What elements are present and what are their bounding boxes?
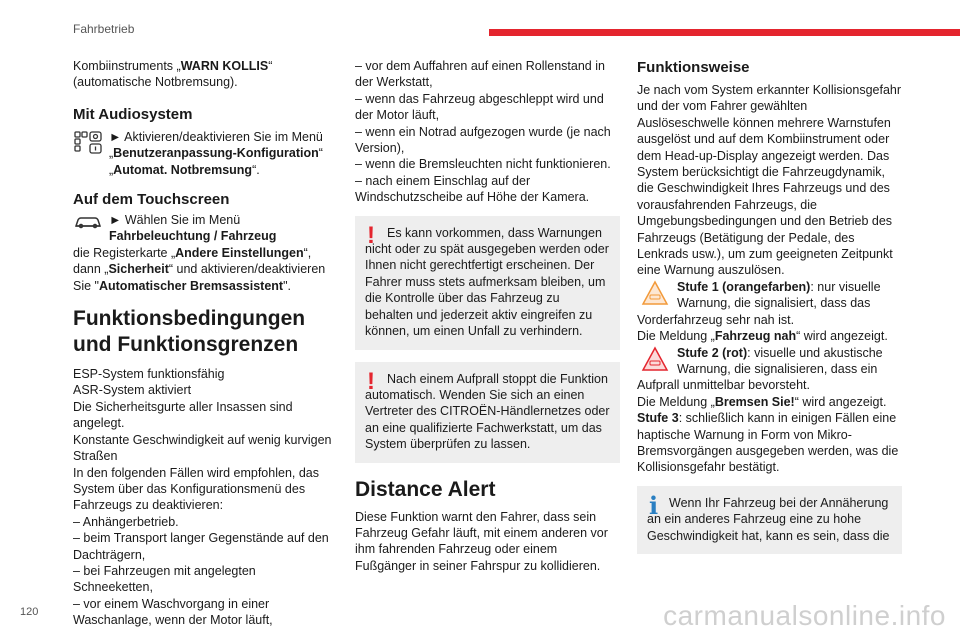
condition-line: – beim Transport langer Gegenstände auf den Dachträgern,	[73, 531, 329, 562]
audio-instruction	[73, 129, 338, 178]
stage-2: Stufe 2 (rot): visuelle und akustische Warnung, die signalisieren, dass ein Aufprall unmittelbar bevorsteht. Die Meldung „Bremsen Sie!“ wird angezeigt.	[637, 345, 902, 411]
touchscreen-text-start: ► Wählen Sie im Menü Fahrbeleuchtung / Fahrzeug	[109, 213, 277, 244]
warning-text-2: Nach einem Aufprall stoppt die Funktion automatisch. Wenden Sie sich an einen Vertreter des CITROËN-Händlernetzes oder an eine qualifizierte Fachwerkstatt, um das System überprüfen zu lassen.	[365, 371, 610, 452]
stage-1: Stufe 1 (orangefarben): nur visuelle Warnung, die signalisiert, dass das Vorderfahrzeug sehr nah ist. Die Meldung „Fahrzeug nah“ wird angezeigt.	[637, 279, 902, 345]
header-accent-bar	[489, 29, 960, 36]
exclamation-icon: !	[367, 367, 375, 395]
column-2	[355, 58, 620, 574]
touchscreen-heading: Auf dem Touchscreen	[73, 191, 230, 209]
page-number: 120	[20, 606, 39, 618]
info-icon: i	[649, 490, 659, 520]
condition-line: Die Sicherheitsgurte aller Insassen sind angelegt.	[73, 399, 293, 431]
condition-line: – Anhängerbetrieb.	[73, 514, 179, 529]
condition-line: – vor einem Waschvorgang in einer Waschanlage, wenn der Motor läuft,	[73, 596, 273, 628]
condition-line: In den folgenden Fällen wird empfohlen, das System über das Konfigurationsmenü des Fahrzeugs zu deaktivieren:	[73, 465, 319, 513]
limit-line: – vor dem Auffahren auf einen Rollenstand in der Werkstatt,	[355, 59, 605, 90]
conditions-heading: Funktionsbedingungen und Funktionsgrenzen	[73, 307, 306, 357]
stage-1-message: Die Meldung „Fahrzeug nah“ wird angezeigt.	[637, 329, 888, 344]
function-heading: Funktionsweise	[637, 59, 750, 76]
conditions-list	[73, 366, 338, 629]
running-header: Fahrbetrieb	[73, 22, 135, 36]
distance-alert-heading: Distance Alert	[355, 477, 496, 501]
touchscreen-instruction	[73, 212, 338, 245]
function-text: Je nach vom System erkannter Kollisionsgefahr und der vom Fahrer gewählten Auslöseschwelle können mehrere Warnstufen ausgelöst und auf dem Kombiinstrument oder dem Head-up-Display angezeigt werden. Das System berücksichtigt die Fahrzeugdynamik, die Geschwindigkeit Ihres Fahrzeugs und des vorausfahrenden Fahrzeugs, die Umgebungsbedingungen und den Betrieb des Fahrzeugs (Betätigung der Pedale, des Lenkrads usw.), um zum geeigneten Zeitpunkt eine Warnung auszulösen.	[637, 83, 902, 278]
column-3	[637, 58, 902, 554]
warning-triangle-orange-icon	[641, 279, 669, 307]
warning-triangle-red-icon	[641, 345, 669, 373]
condition-line: ESP-System funktionsfähig	[73, 367, 225, 382]
audio-heading: Mit Audiosystem	[73, 105, 193, 123]
warning-text-1: Es kann vorkommen, dass Warnungen nicht oder zu spät ausgegeben werden oder Ihnen nicht gerechtfertigt erscheinen. Der Fahrer muss stets aufmerksam bleiben, um die Kontrolle über das Fahrzeug zu behalten und jederzeit aktiv eingreifen zu können, um einen Unfall zu verhindern.	[365, 225, 609, 339]
audio-instruction-text: ► Aktivieren/deaktivieren Sie im Menü „Benutzeranpassung-Konfiguration“ „Automat. Notbremsung“.	[109, 129, 323, 177]
warning-note-1	[355, 216, 620, 350]
audio-system-icon	[73, 129, 103, 161]
exclamation-icon: !	[367, 221, 375, 249]
warning-note-2	[355, 362, 620, 463]
condition-line: – bei Fahrzeugen mit angelegten Schneeketten,	[73, 563, 256, 595]
limit-line: – wenn das Fahrzeug abgeschleppt wird und der Motor läuft,	[355, 91, 604, 123]
info-note	[637, 486, 902, 554]
stage-2-message: Die Meldung „Bremsen Sie!“ wird angezeigt.	[637, 394, 887, 409]
intro-paragraph: Kombiinstruments „WARN KOLLIS“ (automatische Notbremsung).	[73, 59, 273, 90]
watermark: carmanualsonline.info	[663, 600, 946, 631]
touchscreen-text: die Registerkarte „Andere Einstellungen“, dann „Sicherheit“ und aktivieren/deaktivieren Sie "Automatischer Bremsassistent".	[73, 245, 326, 293]
limit-line: – wenn ein Notrad aufgezogen wurde (je nach Version),	[355, 124, 611, 156]
condition-line: ASR-System aktiviert	[73, 383, 192, 398]
distance-alert-text: Diese Funktion warnt den Fahrer, dass sein Fahrzeug Gefahr läuft, mit einem anderen vor ihm fahrenden Fahrzeug oder einem Fußgänger in seiner Fahrspur zu kollidieren.	[355, 509, 608, 573]
stage-3: Stufe 3: schließlich kann in einigen Fällen eine haptische Warnung in Form von Mikro-Bremsvorgängen ausgegeben werden, was die Kollisionsgefahr bestätigt.	[637, 411, 899, 475]
limit-line: – wenn die Bremsleuchten nicht funktionieren.	[355, 157, 611, 172]
car-icon	[73, 212, 103, 236]
column-1	[73, 58, 338, 629]
limit-line: – nach einem Einschlag auf der Windschutzscheibe auf Höhe der Kamera.	[355, 173, 590, 205]
info-note-text: Wenn Ihr Fahrzeug bei der Annäherung an ein anderes Fahrzeug eine zu hohe Geschwindigkeit hat, kann es sein, dass die	[647, 495, 890, 543]
condition-line: Konstante Geschwindigkeit auf wenig kurvigen Straßen	[73, 432, 332, 464]
